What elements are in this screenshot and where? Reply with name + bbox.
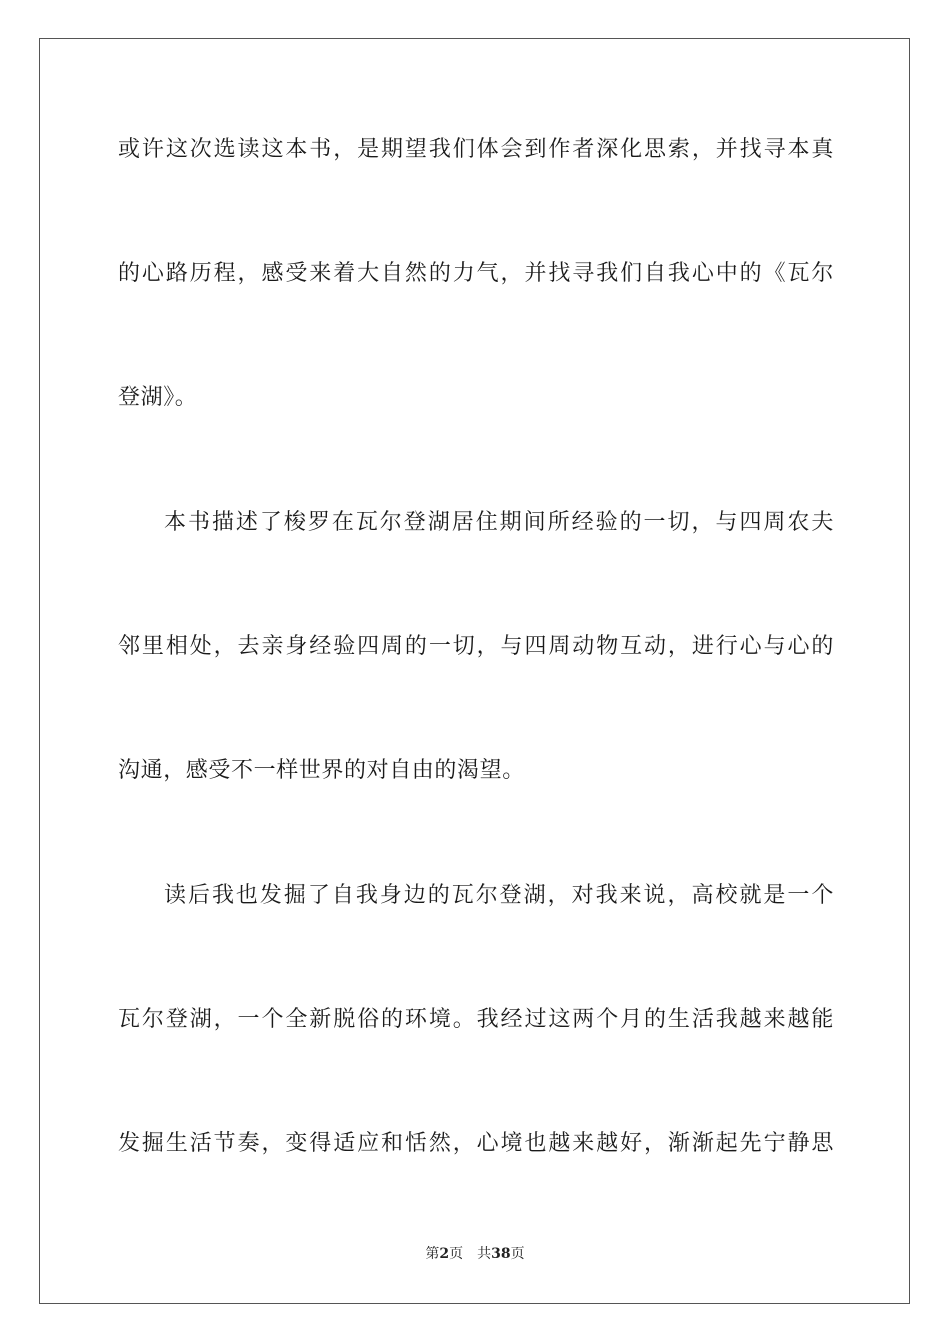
current-page-number: 2 — [439, 1246, 450, 1262]
text-line: 邻里相处，去亲身经验四周的一切，与四周动物互动，进行心与心的 — [118, 634, 834, 659]
text-line: 本书描述了梭罗在瓦尔登湖居住期间所经验的一切，与四周农夫 — [164, 510, 834, 535]
text-line: 读后我也发掘了自我身边的瓦尔登湖，对我来说，高校就是一个 — [164, 883, 834, 908]
page-footer — [0, 1244, 950, 1264]
text-line: 登湖》。 — [118, 385, 198, 410]
footer-total-suffix: 页 — [510, 1246, 525, 1262]
page-border — [39, 38, 910, 1304]
text-line: 沟通，感受不一样世界的对自由的渴望。 — [118, 758, 525, 783]
footer-page-suffix: 页 — [449, 1246, 464, 1262]
footer-prefix: 第 — [425, 1246, 440, 1262]
text-line: 瓦尔登湖，一个全新脱俗的环境。我经过这两个月的生活我越来越能 — [118, 1007, 834, 1032]
text-line: 发掘生活节奏，变得适应和恬然，心境也越来越好，渐渐起先宁静思 — [118, 1131, 834, 1156]
total-pages-number: 38 — [491, 1246, 511, 1262]
text-line: 或许这次选读这本书，是期望我们体会到作者深化思索，并找寻本真 — [118, 137, 834, 162]
footer-total-prefix: 共 — [477, 1246, 492, 1262]
text-line: 的心路历程，感受来着大自然的力气，并找寻我们自我心中的《瓦尔 — [118, 261, 834, 286]
